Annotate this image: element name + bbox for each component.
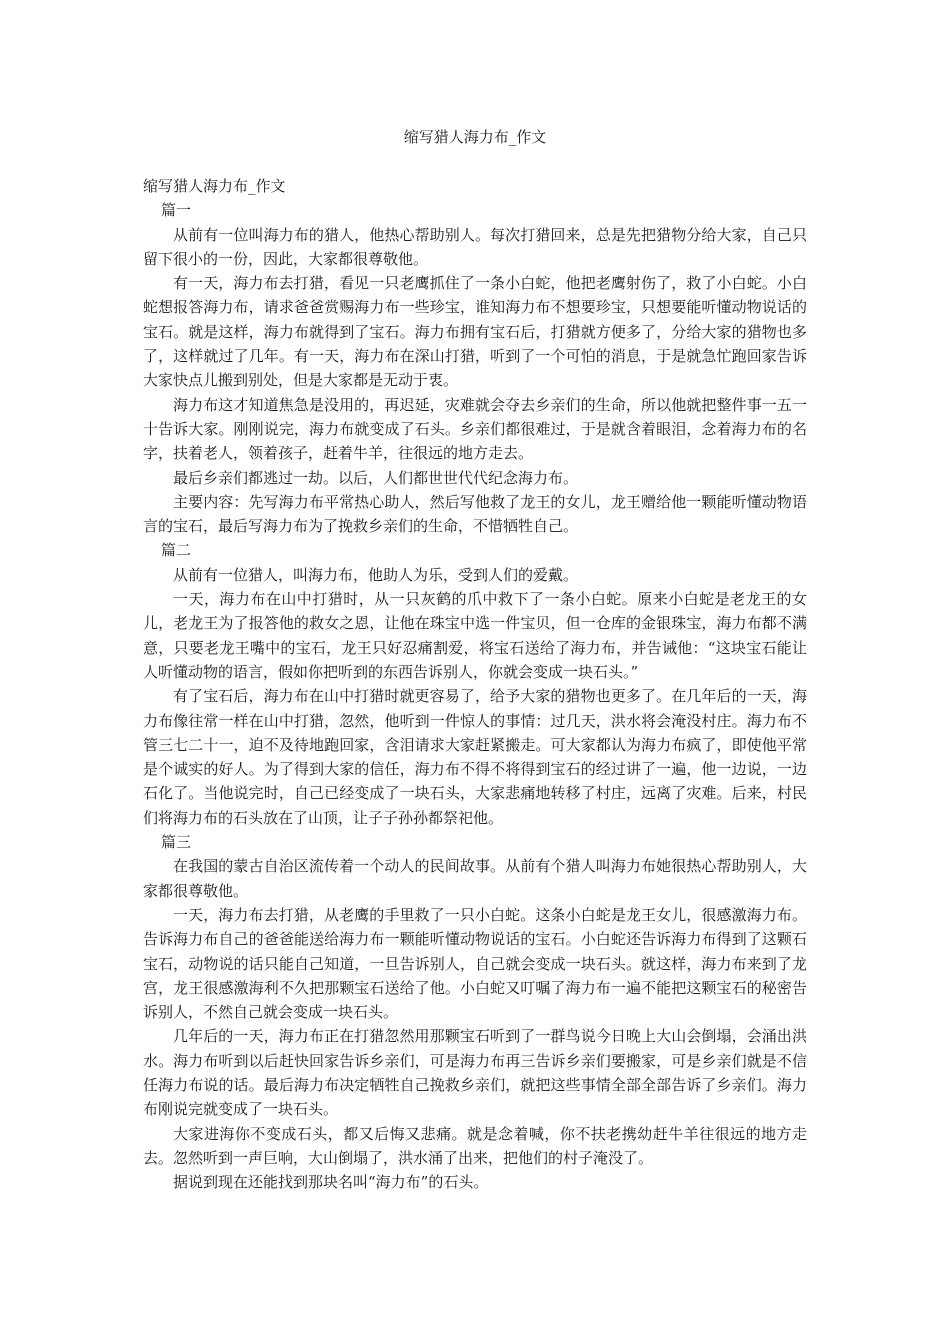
paragraph: 一天，海力布在山中打猎时，从一只灰鹤的爪中救下了一条小白蛇。原来小白蛇是老龙王的女儿，老龙王为了报答他的救女之恩，让他在珠宝中选一件宝贝，但一仓库的金银珠宝，海力布都不满意，只要老龙王嘴中的宝石，龙王只好忍痛割爱，将宝石送给了海力布，并告诫他：“这块宝石能让人听懂动物的语言，假如你把听到的东西告诉别人，你就会变成一块石头。” (143, 590, 807, 681)
paragraph: 大家进海你不变成石头，都又后悔又悲痛。就是念着喊，你不扶老携幼赶牛羊往很远的地方走去。忽然听到一声巨响，大山倒塌了，洪水涌了出来，把他们的村子淹没了。 (143, 1124, 807, 1167)
paragraph: 据说到现在还能找到那块名叫“海力布”的石头。 (173, 1173, 489, 1192)
section-label: 篇二 (161, 541, 192, 560)
document-body (143, 174, 807, 1194)
paragraph: 几年后的一天，海力布正在打猎忽然用那颗宝石听到了一群鸟说今日晚上大山会倒塌，会涌出洪水。海力布听到以后赶快回家告诉乡亲们，可是海力布再三告诉乡亲们要搬家，可是乡亲们就是不信任海力布说的话。最后海力布决定牺牲自己挽救乡亲们，就把这些事情全部全部告诉了乡亲们。海力布刚说完就变成了一块石头。 (143, 1027, 807, 1119)
section-label: 篇一 (161, 201, 192, 220)
paragraph: 有了宝石后，海力布在山中打猎时就更容易了，给予大家的猎物也更多了。在几年后的一天，海力布像往常一样在山中打猎，忽然，他听到一件惊人的事情：过几天，洪水将会淹没村庄。海力布不管三七二十一，迫不及待地跑回家，含泪请求大家赶紧搬走。可大家都认为海力布疯了，即使他平常是个诚实的好人。为了得到大家的信任，海力布不得不将得到宝石的经过讲了一遍，他一边说，一边石化了。当他说完时，自己已经变成了一块石头，大家悲痛地转移了村庄，远离了灾难。后来，村民们将海力布的石头放在了山顶，让子子孙孙都祭祀他。 (143, 687, 807, 827)
paragraph: 从前有一位叫海力布的猎人，他热心帮助别人。每次打猎回来，总是先把猎物分给大家，自己只留下很小的一份，因此，大家都很尊敬他。 (143, 225, 807, 268)
page-title: 缩写猎人海力布_作文 (403, 128, 547, 146)
paragraph: 在我国的蒙古自治区流传着一个动人的民间故事。从前有个猎人叫海力布她很热心帮助别人，大家都很尊敬他。 (143, 857, 807, 900)
paragraph: 从前有一位猎人，叫海力布，他助人为乐，受到人们的爱戴。 (173, 565, 579, 584)
paragraph: 主要内容：先写海力布平常热心助人，然后写他救了龙王的女儿，龙王赠给他一颗能听懂动物语言的宝石，最后写海力布为了挽救乡亲们的生命，不惜牺牲自己。 (143, 492, 807, 536)
paragraph: 一天，海力布去打猎，从老鹰的手里救了一只小白蛇。这条小白蛇是龙王女儿，很感激海力布。告诉海力布自己的爸爸能送给海力布一颗能听懂动物说话的宝石。小白蛇还告诉海力布得到了这颗石宝石，动物说的话只能自己知道，一旦告诉别人，自己就会变成一块石头。就这样，海力布来到了龙宫，龙王很感激海利不久把那颗宝石送给了他。小白蛇又叮嘱了海力布一遍不能把这颗宝石的秘密告诉别人，不然自己就会变成一块石头。 (143, 905, 807, 1022)
paragraph: 最后乡亲们都逃过一劫。以后，人们都世世代代纪念海力布。 (173, 468, 579, 487)
paragraph: 海力布这才知道焦急是没用的，再迟延，灾难就会夺去乡亲们的生命，所以他就把整件事一五一十告诉大家。刚刚说完，海力布就变成了石头。乡亲们都很难过，于是就含着眼泪，念着海力布的名字，扶着老人，领着孩子，赶着牛羊，往很远的地方走去。 (143, 395, 807, 463)
section-label: 篇三 (161, 833, 192, 852)
paragraph: 有一天，海力布去打猎，看见一只老鹰抓住了一条小白蛇，他把老鹰射伤了，救了小白蛇。小白蛇想报答海力布，请求爸爸赏赐海力布一些珍宝，谁知海力布不想要珍宝，只想要能听懂动物说话的宝石。就是这样，海力布就得到了宝石。海力布拥有宝石后，打猎就方便多了，分给大家的猎物也多了，这样就过了几年。有一天，海力布在深山打猎，听到了一个可怕的消息，于是就急忙跑回家告诉大家快点儿搬到别处，但是大家都是无动于衷。 (143, 274, 807, 390)
document-heading: 缩写猎人海力布_作文 (143, 177, 286, 195)
